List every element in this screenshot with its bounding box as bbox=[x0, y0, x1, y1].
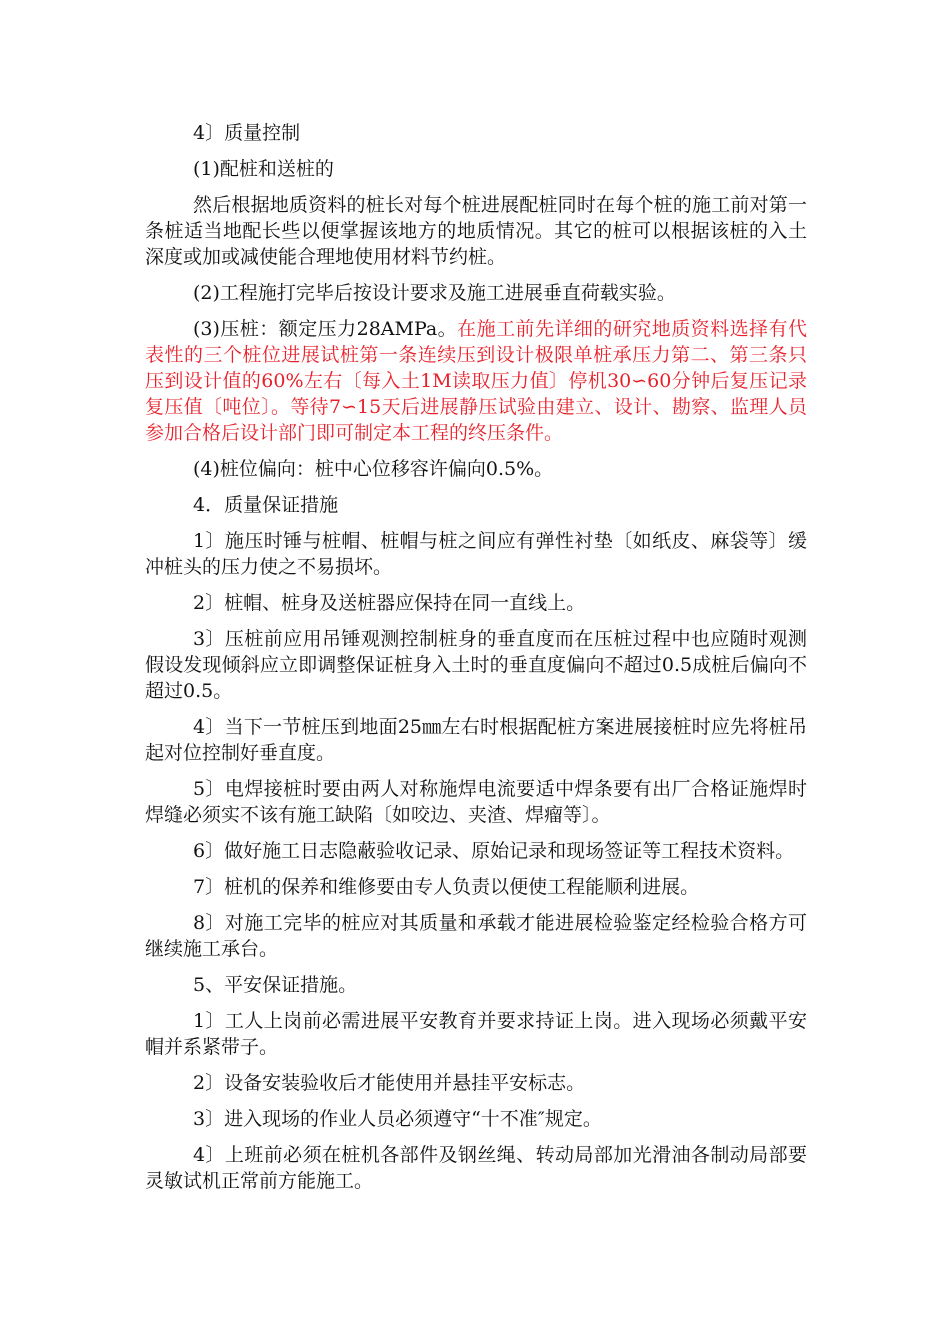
qa-item-3 bbox=[145, 626, 807, 704]
paragraph-text: 5、平安保证措施。 bbox=[193, 974, 358, 996]
paragraph-text: 1〕工人上岗前必需进展平安教育并要求持证上岗。进入现场必须戴平安帽并系紧带子。 bbox=[145, 1010, 807, 1058]
qa-item-1 bbox=[145, 528, 807, 580]
qa-item-8 bbox=[145, 910, 807, 962]
heading-quality-assurance bbox=[145, 492, 807, 518]
paragraph-text: 3〕压桩前应用吊锤观测控制桩身的垂直度而在压桩过程中也应随时观测假设发现倾斜应立即调整保证桩身入土时的垂直度偏向不超过0.5成桩后偏向不超过0.5。 bbox=[145, 628, 807, 702]
item-load-test bbox=[145, 280, 807, 306]
safety-item-4 bbox=[145, 1142, 807, 1194]
qa-item-2 bbox=[145, 590, 807, 616]
paragraph-text: 4〕质量控制 bbox=[193, 122, 301, 144]
paragraph-text: (3)压桩：额定压力28AMPa。 bbox=[193, 318, 458, 340]
paragraph-text: 2〕设备安装验收后才能使用并悬挂平安标志。 bbox=[193, 1072, 586, 1094]
paragraph-text: 4．质量保证措施 bbox=[193, 494, 339, 516]
paragraph-text: 7〕桩机的保养和维修要由专人负责以便使工程能顺利进展。 bbox=[193, 876, 700, 898]
paragraph-text: 6〕做好施工日志隐蔽验收记录、原始记录和现场签证等工程技术资料。 bbox=[193, 840, 795, 862]
heading-quality-control bbox=[145, 120, 807, 146]
paragraph-text: 4〕上班前必须在桩机各部件及钢丝绳、转动局部加光滑油各制动局部要灵敏试机正常前方能施工。 bbox=[145, 1144, 807, 1192]
paragraph-text: 3〕进入现场的作业人员必须遵守“十不准″规定。 bbox=[193, 1108, 602, 1130]
paragraph-text: 1〕施压时锤与桩帽、桩帽与桩之间应有弹性衬垫〔如纸皮、麻袋等〕缓冲桩头的压力使之不易损坏。 bbox=[145, 530, 807, 578]
paragraph-pile-matching-detail bbox=[145, 192, 807, 270]
item-pressing-pile bbox=[145, 316, 807, 446]
qa-item-5 bbox=[145, 776, 807, 828]
item-pile-deviation bbox=[145, 456, 807, 482]
paragraph-text: 然后根据地质资料的桩长对每个桩进展配桩同时在每个桩的施工前对第一条桩适当地配长些以便掌握该地方的地质情况。其它的桩可以根据该桩的入土深度或加或减使能合理地使用材料节约桩。 bbox=[145, 194, 807, 268]
qa-item-7 bbox=[145, 874, 807, 900]
safety-item-1 bbox=[145, 1008, 807, 1060]
paragraph-text: 8〕对施工完毕的桩应对其质量和承载才能进展检验鉴定经检验合格方可继续施工承台。 bbox=[145, 912, 807, 960]
safety-item-3 bbox=[145, 1106, 807, 1132]
item-pile-matching bbox=[145, 156, 807, 182]
paragraph-text: 2〕桩帽、桩身及送桩器应保持在同一直线上。 bbox=[193, 592, 586, 614]
paragraph-text: 5〕电焊接桩时要由两人对称施焊电流要适中焊条要有出厂合格证施焊时焊缝必须实不该有施工缺陷〔如咬边、夹渣、焊瘤等〕。 bbox=[145, 778, 807, 826]
paragraph-text: (1)配桩和送桩的 bbox=[193, 158, 334, 180]
paragraph-text: 4〕当下一节桩压到地面25㎜左右时根据配桩方案进展接桩时应先将桩吊起对位控制好垂直度。 bbox=[145, 716, 807, 764]
safety-item-2 bbox=[145, 1070, 807, 1096]
qa-item-4 bbox=[145, 714, 807, 766]
heading-safety-measures bbox=[145, 972, 807, 998]
highlighted-red-text: 在施工前先详细的研究地质资料选择有代表性的三个桩位进展试桩第一条连续压到设计极限单桩承压力第二、第三条只压到设计值的60%左右〔每入土1M读取压力值〕停机30∽60分钟后复压记录复压值〔吨位〕。等待7∽15天后进展静压试验由建立、设计、勘察、监理人员参加合格后设计部门即可制定本工程的终压条件。 bbox=[145, 318, 807, 444]
paragraph-text: (2)工程施打完毕后按设计要求及施工进展垂直荷载实验。 bbox=[193, 282, 676, 304]
paragraph-text: (4)桩位偏向：桩中心位移容许偏向0.5%。 bbox=[193, 458, 554, 480]
document-body bbox=[145, 120, 807, 1204]
qa-item-6 bbox=[145, 838, 807, 864]
